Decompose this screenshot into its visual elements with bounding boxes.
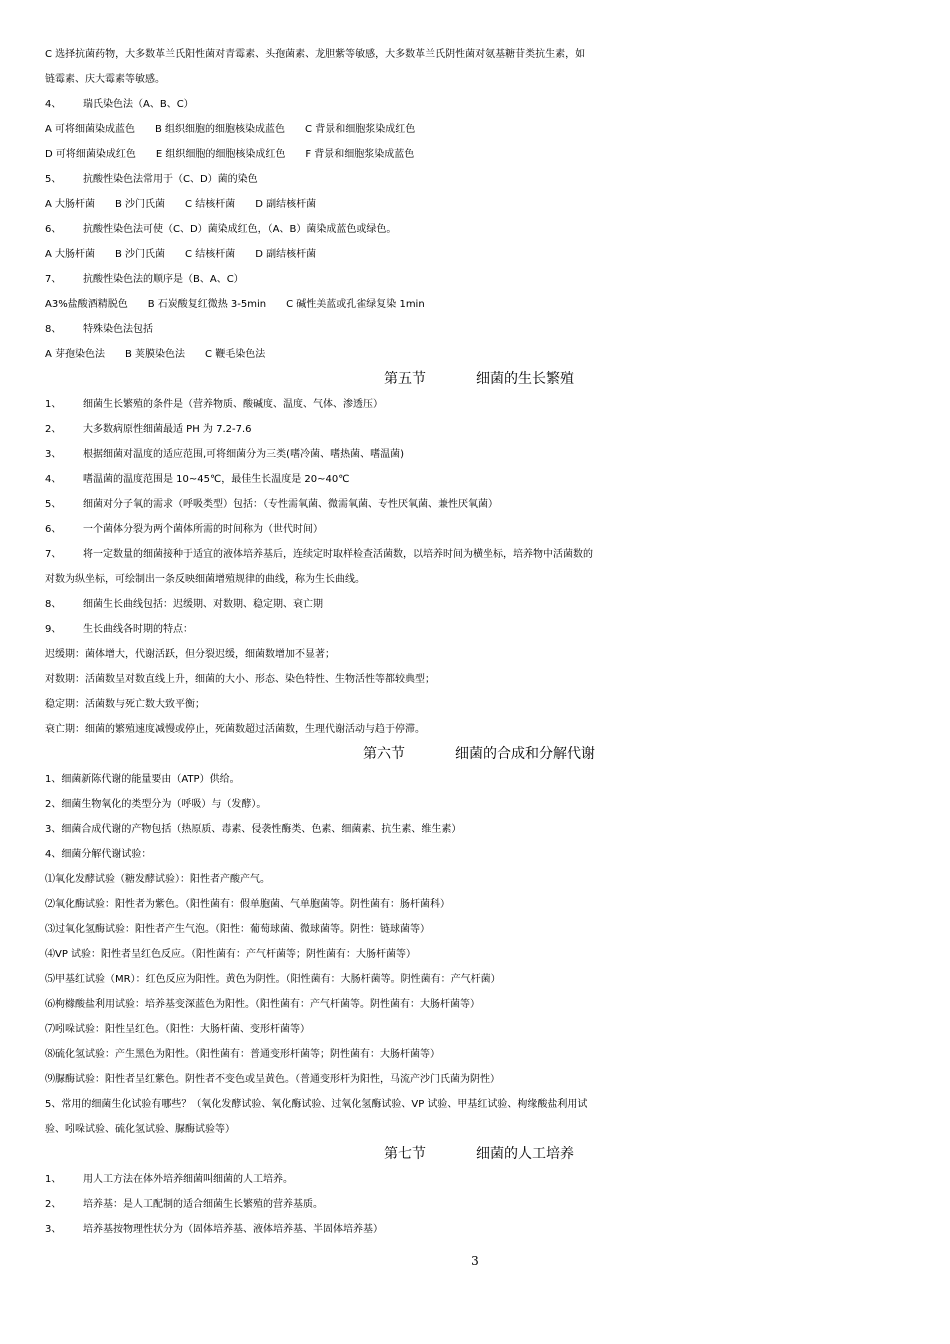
numbered-item <box>45 1217 913 1242</box>
item-number: 7、 <box>45 274 62 285</box>
text-line: 衰亡期：细菌的繁殖速度减慢或停止，死菌数超过活菌数，生理代谢活动与趋于停滞。 <box>45 724 425 735</box>
item-text: 用人工方法在体外培养细菌叫细菌的人工培养。 <box>83 1174 293 1185</box>
section-number: 第六节 <box>363 746 405 762</box>
text-line: D 可将细菌染成红色 E 组织细胞的细胞核染成红色 F 背景和细胞浆染成蓝色 <box>45 149 415 160</box>
numbered-item <box>45 492 913 517</box>
text-line: ⑸甲基红试验（MR）：红色反应为阳性。黄色为阴性。（阳性菌有：大肠杆菌等。阴性菌有：产气杆菌） <box>45 974 501 985</box>
numbered-item <box>45 267 913 292</box>
item-text: 细菌对分子氧的需求（呼吸类型）包括：（专性需氧菌、微需氧菌、专性厌氧菌、兼性厌氧菌） <box>83 499 498 510</box>
text-line: A 可将细菌染成蓝色 B 组织细胞的细胞核染成蓝色 C 背景和细胞浆染成红色 <box>45 124 416 135</box>
item-text: 培养基：是人工配制的适合细菌生长繁殖的营养基质。 <box>83 1199 323 1210</box>
item-number: 4、 <box>45 99 62 110</box>
item-number: 5、 <box>45 499 62 510</box>
text-line: ⑺吲哚试验：阳性呈红色。（阳性：大肠杆菌、变形杆菌等） <box>45 1024 310 1035</box>
numbered-item <box>45 92 913 117</box>
paragraph-line: 验、吲哚试验、硫化氢试验、脲酶试验等） <box>45 1124 235 1135</box>
section-heading <box>45 1142 913 1167</box>
item-number: 5、 <box>45 174 62 185</box>
item-text: 抗酸性染色法的顺序是（B、A、C） <box>83 274 244 285</box>
item-number: 6、 <box>45 224 62 235</box>
item-number: 3、 <box>45 449 62 460</box>
section-title: 细菌的人工培养 <box>476 1146 574 1162</box>
section-heading <box>45 367 913 392</box>
document-page <box>45 42 913 1242</box>
item-text: 抗酸性染色法常用于（C、D）菌的染色 <box>83 174 258 185</box>
item-number: 1、 <box>45 399 62 410</box>
text-line: 4、细菌分解代谢试验： <box>45 849 152 860</box>
numbered-item <box>45 1167 913 1192</box>
paragraph <box>45 42 913 92</box>
numbered-item <box>45 592 913 617</box>
text-line: 1、细菌新陈代谢的能量要由（ATP）供给。 <box>45 774 240 785</box>
numbered-item <box>45 542 913 592</box>
item-text: 细菌生长曲线包括：迟缓期、对数期、稳定期、衰亡期 <box>83 599 323 610</box>
numbered-item <box>45 617 913 642</box>
text-line: 3、细菌合成代谢的产物包括（热原质、毒素、侵袭性酶类、色素、细菌素、抗生素、维生素） <box>45 824 462 835</box>
item-text: 瑞氏染色法（A、B、C） <box>83 99 194 110</box>
text-line: ⑴氧化发酵试验（糖发酵试验）：阳性者产酸产气。 <box>45 874 270 885</box>
numbered-item <box>45 517 913 542</box>
item-text-continued: 对数为纵坐标，可绘制出一条反映细菌增殖规律的曲线，称为生长曲线。 <box>45 574 365 585</box>
item-text: 大多数病原性细菌最适 PH 为 7.2-7.6 <box>83 424 252 435</box>
item-text: 细菌生长繁殖的条件是（营养物质、酸碱度、温度、气体、渗透压） <box>83 399 383 410</box>
section-title: 细菌的合成和分解代谢 <box>455 746 595 762</box>
page-number: 3 <box>471 1254 479 1268</box>
numbered-item <box>45 442 913 467</box>
item-text: 将一定数量的细菌接种于适宜的液体培养基后，连续定时取样检查活菌数，以培养时间为横坐标，培养物中活菌数的 <box>83 549 593 560</box>
item-number: 6、 <box>45 524 62 535</box>
section-title: 细菌的生长繁殖 <box>476 371 574 387</box>
item-number: 7、 <box>45 549 62 560</box>
numbered-item <box>45 1192 913 1217</box>
numbered-item <box>45 467 913 492</box>
item-text: 嗜温菌的温度范围是 10~45℃，最佳生长温度是 20~40℃ <box>83 474 350 485</box>
text-line: ⑹枸橼酸盐利用试验：培养基变深蓝色为阳性。（阳性菌有：产气杆菌等。阴性菌有：大肠杆菌等） <box>45 999 480 1010</box>
item-number: 1、 <box>45 1174 62 1185</box>
paragraph-line: 链霉素、庆大霉素等敏感。 <box>45 74 165 85</box>
section-heading <box>45 742 913 767</box>
text-line: ⑷VP 试验：阳性者呈红色反应。（阳性菌有：产气杆菌等；阴性菌有：大肠杆菌等） <box>45 949 417 960</box>
item-number: 4、 <box>45 474 62 485</box>
item-text: 培养基按物理性状分为（固体培养基、液体培养基、半固体培养基） <box>83 1224 383 1235</box>
item-number: 2、 <box>45 1199 62 1210</box>
numbered-item <box>45 392 913 417</box>
item-number: 8、 <box>45 324 62 335</box>
item-text: 生长曲线各时期的特点： <box>83 624 193 635</box>
item-text: 根据细菌对温度的适应范围,可将细菌分为三类(嗜冷菌、嗜热菌、嗜温菌) <box>83 449 404 460</box>
paragraph-line: 5、常用的细菌生化试验有哪些？（氧化发酵试验、氧化酶试验、过氧化氢酶试验、VP 试验、甲基红试验、枸缘酸盐利用试 <box>45 1099 588 1110</box>
text-line: A3%盐酸酒精脱色 B 石炭酸复红微热 3-5min C 碱性美蓝或孔雀绿复染 1min <box>45 299 425 310</box>
section-number: 第五节 <box>384 371 426 387</box>
item-number: 3、 <box>45 1224 62 1235</box>
paragraph-line: C 选择抗菌药物，大多数革兰氏阳性菌对青霉素、头孢菌素、龙胆紫等敏感，大多数革兰氏阴性菌对氨基糖苷类抗生素，如 <box>45 49 586 60</box>
item-number: 2、 <box>45 424 62 435</box>
text-line: 2、细菌生物氧化的类型分为（呼吸）与（发酵）。 <box>45 799 267 810</box>
paragraph <box>45 1092 913 1142</box>
item-number: 8、 <box>45 599 62 610</box>
section-number: 第七节 <box>384 1146 426 1162</box>
text-line: A 大肠杆菌 B 沙门氏菌 C 结核杆菌 D 副结核杆菌 <box>45 199 317 210</box>
item-text: 抗酸性染色法可使（C、D）菌染成红色，（A、B）菌染成蓝色或绿色。 <box>83 224 397 235</box>
numbered-item <box>45 317 913 342</box>
text-line: 迟缓期：菌体增大，代谢活跃，但分裂迟缓，细菌数增加不显著； <box>45 649 335 660</box>
item-number: 9、 <box>45 624 62 635</box>
text-line: ⑻硫化氢试验：产生黑色为阳性。（阳性菌有：普通变形杆菌等；阴性菌有：大肠杆菌等） <box>45 1049 440 1060</box>
numbered-item <box>45 217 913 242</box>
item-text: 特殊染色法包括 <box>83 324 153 335</box>
text-line: 对数期：活菌数呈对数直线上升，细菌的大小、形态、染色特性、生物活性等都较典型； <box>45 674 435 685</box>
text-line: ⑼脲酶试验：阳性者呈红紫色。阴性者不变色或呈黄色。（普通变形杆为阳性，马流产沙门氏菌为阴性） <box>45 1074 500 1085</box>
text-line: ⑵氧化酶试验：阳性者为紫色。（阳性菌有：假单胞菌、气单胞菌等。阴性菌有：肠杆菌科） <box>45 899 450 910</box>
numbered-item <box>45 417 913 442</box>
item-text: 一个菌体分裂为两个菌体所需的时间称为（世代时间） <box>83 524 323 535</box>
text-line: A 大肠杆菌 B 沙门氏菌 C 结核杆菌 D 副结核杆菌 <box>45 249 317 260</box>
text-line: ⑶过氧化氢酶试验：阳性者产生气泡。（阳性：葡萄球菌、微球菌等。阴性：链球菌等） <box>45 924 430 935</box>
text-line: A 芽孢染色法 B 荚膜染色法 C 鞭毛染色法 <box>45 349 266 360</box>
text-line: 稳定期：活菌数与死亡数大致平衡； <box>45 699 205 710</box>
numbered-item <box>45 167 913 192</box>
